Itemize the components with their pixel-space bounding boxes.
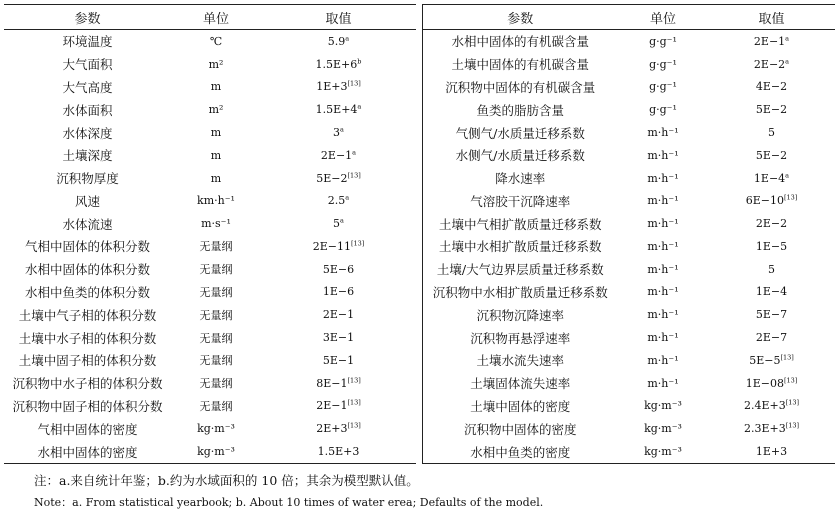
param-cell: 沉积物厚度 [56,171,119,187]
unit-cell: kg·m⁻³ [644,445,682,459]
unit-cell: m·h⁻¹ [647,308,679,322]
unit-cell: 无量纲 [199,308,233,322]
value-footnote: [13] [347,398,361,407]
unit-cell: m² [208,103,224,117]
value-text: 4E−2 [755,80,788,94]
value-cell [261,212,416,235]
value-cell [708,235,835,258]
value-text: 5E−5 [749,353,781,367]
param-cell: 鱼类的脂肪含量 [476,102,564,118]
unit-cell: km·h⁻¹ [197,194,235,208]
param-cell: 水体面积 [62,102,113,118]
note-english: Note：a. From statistical yearbook; b. About 10 times of water erea; Defaults of the model. [34,496,544,509]
param-cell: 风速 [74,193,100,209]
unit-cell: m·h⁻¹ [647,171,679,185]
table-body-left [4,30,416,464]
value-text: 5E−1 [322,353,355,367]
value-footnote: a [340,125,344,134]
value-cell [708,98,835,121]
value-footnote: [13] [785,398,800,407]
value-cell [708,76,835,99]
value-text: 5E−6 [322,262,355,276]
table-row [4,144,416,167]
unit-cell: m [210,80,222,94]
value-footnote: a [345,34,350,43]
value-cell [708,349,835,372]
table-row [4,235,416,258]
value-cell [708,417,835,440]
value-footnote: a [352,148,357,157]
value-cell [708,212,835,235]
table-row [4,189,416,212]
value-cell [261,417,416,440]
unit-cell: g·g⁻¹ [649,57,677,71]
param-cell: 土壤中气相扩散质量迁移系数 [438,216,602,232]
table-row [422,372,835,395]
value-footnote: b [357,57,362,66]
table-row [4,30,416,53]
value-cell [708,121,835,144]
value-text: 8E−1 [316,376,348,390]
unit-cell: kg·m⁻³ [644,422,682,436]
value-cell [261,53,416,76]
param-cell: 水相中固体的密度 [37,444,138,460]
param-cell: 水体深度 [62,125,113,141]
table-row [422,258,835,281]
value-cell [261,326,416,349]
param-cell: 土壤水流失速率 [476,353,564,369]
unit-cell: 无量纲 [199,354,233,368]
value-footnote: a [340,216,344,225]
value-footnote: a [345,193,350,202]
unit-cell: m [210,126,222,140]
value-cell [261,121,416,144]
unit-cell: m·s⁻¹ [201,217,231,231]
param-cell: 水相中鱼类的密度 [470,444,571,460]
table-row [422,395,835,418]
table-row [4,395,416,418]
param-cell: 气相中固体的密度 [37,421,138,437]
unit-cell: m·h⁻¹ [647,376,679,390]
value-cell [261,440,416,463]
table-row [4,303,416,326]
param-cell: 土壤中固体的有机碳含量 [451,57,589,73]
param-cell: 水相中固体的有机碳含量 [451,34,589,50]
param-cell: 水相中固体的体积分数 [24,262,150,278]
table-row [422,303,835,326]
unit-cell: m·h⁻¹ [647,148,679,162]
value-cell [261,395,416,418]
value-text: 2.3E+3 [743,422,786,436]
param-cell: 土壤深度 [62,148,113,164]
table-row [422,281,835,304]
param-cell: 降水速率 [495,171,546,187]
param-cell: 沉积物再悬浮速率 [470,330,571,346]
value-cell [708,281,835,304]
value-cell [708,258,835,281]
unit-cell: m·h⁻¹ [647,126,679,140]
table-row [4,440,416,463]
value-cell [261,98,416,121]
table-row [4,372,416,395]
value-cell [261,349,416,372]
table-row [4,212,416,235]
unit-cell: kg·m⁻³ [197,445,235,459]
value-cell [261,167,416,190]
header-value: 取值 [261,5,416,30]
param-cell: 环境温度 [62,34,113,50]
value-text: 2E−1 [316,399,348,413]
value-text: 2E−2 [755,217,788,231]
param-cell: 水侧气/水质量迁移系数 [455,148,585,164]
table-row [422,30,835,53]
value-text: 5E−2 [755,103,788,117]
param-cell: 土壤中气子相的体积分数 [18,307,157,323]
header-value: 取值 [708,5,835,30]
value-text: 2E−1 [320,148,353,162]
value-text: 3 [333,126,341,140]
value-text: 2E−1 [322,308,355,322]
table-row [422,212,835,235]
value-footnote: [13] [347,79,361,88]
value-text: 1E−6 [322,285,355,299]
table-row [4,98,416,121]
param-cell: 大气高度 [62,79,113,95]
unit-cell: 无量纲 [199,399,233,413]
unit-cell: g·g⁻¹ [649,34,677,48]
value-text: 1E+3 [316,80,348,94]
parameter-table-left [4,4,416,464]
table-row [422,326,835,349]
value-cell [708,189,835,212]
table-row [422,440,835,463]
value-cell [261,189,416,212]
table-row [422,235,835,258]
value-text: 3E−1 [322,331,355,345]
unit-cell: ℃ [209,34,223,48]
value-cell [708,326,835,349]
value-footnote: a [785,34,790,43]
param-cell: 土壤/大气边界层质量迁移系数 [436,262,604,278]
unit-cell: kg·m⁻³ [644,399,682,413]
param-cell: 沉积物中固子相的体积分数 [12,398,163,414]
unit-cell: m·h⁻¹ [647,217,679,231]
unit-cell: kg·m⁻³ [197,422,235,436]
param-cell: 沉积物中固体的有机碳含量 [445,79,596,95]
value-footnote: [13] [347,421,361,430]
header-param: 参数 [4,5,171,30]
unit-cell: g·g⁻¹ [649,80,677,94]
unit-cell: 无量纲 [199,240,233,254]
parameter-tables [4,4,835,464]
param-cell: 水体流速 [62,216,113,232]
param-cell: 土壤固体流失速率 [470,376,571,392]
value-cell [261,235,416,258]
value-text: 5 [333,217,341,231]
value-text: 6E−10 [745,194,784,208]
param-cell: 土壤中水子相的体积分数 [18,330,157,346]
table-row [422,417,835,440]
header-row [422,5,835,30]
value-footnote: [13] [347,375,361,384]
param-cell: 气溶胶干沉降速率 [470,193,571,209]
value-footnote: [13] [780,353,794,362]
value-cell [708,144,835,167]
unit-cell: m [210,171,222,185]
table-row [422,144,835,167]
table-row [4,53,416,76]
table-row [422,189,835,212]
unit-cell: m [210,148,222,162]
table-row [422,349,835,372]
value-cell [708,53,835,76]
unit-cell: m·h⁻¹ [647,262,679,276]
param-cell: 沉积物中固体的密度 [463,421,577,437]
param-cell: 水相中鱼类的体积分数 [24,284,150,300]
value-text: 5E−7 [755,308,788,322]
value-footnote: [13] [350,239,365,248]
value-cell [708,372,835,395]
value-cell [708,30,835,53]
value-text: 2.5 [327,194,346,208]
value-text: 2E+3 [316,422,348,436]
note-chinese: 注：a.来自统计年鉴；b.约为水域面积的 10 倍；其余为模型默认值。 [34,473,419,488]
parameter-table-right [422,4,836,464]
value-text: 5E−2 [316,171,348,185]
value-text: 1.5E+4 [315,103,358,117]
unit-cell: 无量纲 [199,263,233,277]
value-text: 1E−4 [755,285,788,299]
table-row [4,349,416,372]
value-text: 1.5E+3 [317,445,360,459]
value-footnote: a [785,57,790,66]
param-cell: 大气面积 [62,57,113,73]
value-cell [708,303,835,326]
value-cell [261,76,416,99]
table-row [4,326,416,349]
value-footnote: [13] [347,170,361,179]
param-cell: 沉积物沉降速率 [476,307,564,323]
value-text: 2E−2 [753,57,786,71]
header-unit: 单位 [171,5,261,30]
table-row [4,258,416,281]
value-cell [708,440,835,463]
table-row [4,167,416,190]
unit-cell: g·g⁻¹ [649,103,677,117]
value-text: 1E−08 [745,376,784,390]
value-cell [261,144,416,167]
unit-cell: m·h⁻¹ [647,194,679,208]
table-row [422,167,835,190]
unit-cell: m·h⁻¹ [647,239,679,253]
table-row [422,53,835,76]
value-text: 2E−1 [753,34,786,48]
table-row [4,76,416,99]
unit-cell: m·h⁻¹ [647,285,679,299]
unit-cell: m·h⁻¹ [647,353,679,367]
value-text: 1E−4 [753,171,786,185]
value-text: 1E+3 [755,445,788,459]
value-cell [261,30,416,53]
table-body-right [422,30,835,464]
param-cell: 沉积物中水子相的体积分数 [12,376,163,392]
unit-cell: m² [208,57,224,71]
param-cell: 沉积物中水相扩散质量迁移系数 [432,284,608,300]
unit-cell: 无量纲 [199,377,233,391]
header-unit: 单位 [618,5,708,30]
table-row [4,121,416,144]
value-footnote: [13] [783,375,798,384]
value-footnote: a [785,170,790,179]
value-cell [261,281,416,304]
header-param: 参数 [422,5,618,30]
table-row [422,121,835,144]
param-cell: 气相中固体的体积分数 [24,239,150,255]
unit-cell: 无量纲 [199,285,233,299]
value-text: 5 [768,126,775,140]
value-text: 2E−7 [755,331,788,345]
value-text: 5 [768,262,775,276]
table-row [422,98,835,121]
param-cell: 土壤中固子相的体积分数 [18,353,157,369]
value-text: 2.4E+3 [743,399,786,413]
value-cell [261,372,416,395]
unit-cell: 无量纲 [199,331,233,345]
value-footnote: [13] [785,421,800,430]
value-text: 2E−11 [312,239,351,253]
value-text: 1E−5 [755,239,788,253]
unit-cell: m·h⁻¹ [647,331,679,345]
value-text: 5.9 [327,34,346,48]
param-cell: 土壤中水相扩散质量迁移系数 [438,239,602,255]
value-footnote: a [357,102,362,111]
value-text: 1.5E+6 [315,57,358,71]
header-row [4,5,416,30]
value-text: 5E−2 [755,148,788,162]
value-cell [708,395,835,418]
value-cell [261,258,416,281]
table-row [422,76,835,99]
value-cell [708,167,835,190]
table-row [4,281,416,304]
param-cell: 土壤中固体的密度 [470,398,571,414]
value-cell [261,303,416,326]
table-row [4,417,416,440]
param-cell: 气侧气/水质量迁移系数 [455,125,585,141]
value-footnote: [13] [783,193,798,202]
